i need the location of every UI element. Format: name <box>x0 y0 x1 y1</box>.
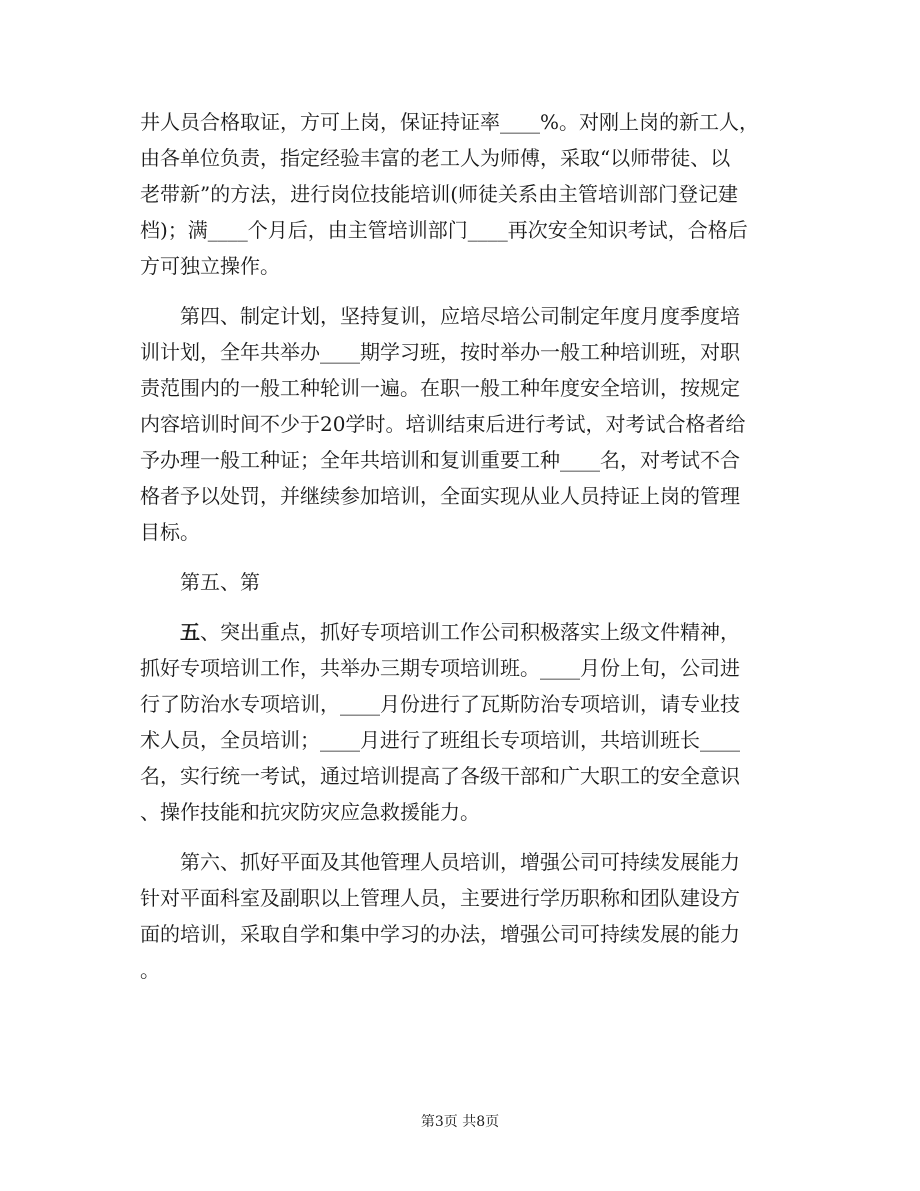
text-line: 第五、第 <box>140 570 260 594</box>
page-number-footer: 第3页 共8页 <box>420 1114 500 1130</box>
paragraph-section-five-heading <box>140 564 780 600</box>
text-line: 训计划，全年共举办____期学习班，按时举办一般工种培训班，对职 <box>140 340 740 364</box>
text-line <box>140 614 780 650</box>
text-line: 目标。 <box>140 520 200 544</box>
text-line: 责范围内的一般工种轮训一遍。在职一般工种年度安全培训，按规定 <box>140 376 740 400</box>
text-span: 、突出重点，抓好专项培训工作公司积极落实上级文件精神， <box>200 620 740 644</box>
text-line: 面的培训，采取自学和集中学习的办法，增强公司可持续发展的能力 <box>140 922 740 946</box>
document-body <box>140 104 780 988</box>
paragraph-section-four <box>140 298 780 550</box>
text-line: 术人员，全员培训；____月进行了班组长专项培训，共培训班长____ <box>140 728 740 752</box>
text-line: 。 <box>140 958 160 982</box>
text-line: 档)；满____个月后，由主管培训部门____再次安全知识考试，合格后 <box>140 218 748 242</box>
text-line: 抓好专项培训工作，共举办三期专项培训班。____月份上旬，公司进 <box>140 656 740 680</box>
text-line: 第四、制定计划，坚持复训，应培尽培公司制定年度月度季度培 <box>140 304 740 328</box>
text-line: 第六、抓好平面及其他管理人员培训，增强公司可持续发展能力 <box>140 850 740 874</box>
text-line: 、操作技能和抗灾防灾应急救援能力。 <box>140 800 480 824</box>
text-line: 格者予以处罚，并继续参加培训，全面实现从业人员持证上岗的管理 <box>140 484 740 508</box>
text-line: 方可独立操作。 <box>140 254 280 278</box>
section-number-bold: 五 <box>180 620 200 644</box>
paragraph-section-five <box>140 614 780 830</box>
text-line: 名，实行统一考试，通过培训提高了各级干部和广大职工的安全意识 <box>140 764 740 788</box>
paragraph-section-six <box>140 844 780 988</box>
text-line: 井人员合格取证，方可上岗，保证持证率____%。对刚上岗的新工人， <box>140 110 760 134</box>
paragraph-certification <box>140 104 780 284</box>
text-line: 由各单位负责，指定经验丰富的老工人为师傅，采取“以师带徒、以 <box>140 146 731 170</box>
text-line: 针对平面科室及副职以上管理人员，主要进行学历职称和团队建设方 <box>140 886 740 910</box>
text-line: 予办理一般工种证；全年共培训和复训重要工种____名，对考试不合 <box>140 448 740 472</box>
text-line: 老带新”的方法，进行岗位技能培训(师徒关系由主管培训部门登记建 <box>140 182 739 206</box>
text-line: 行了防治水专项培训，____月份进行了瓦斯防治专项培训，请专业技 <box>140 692 740 716</box>
text-line: 内容培训时间不少于20学时。培训结束后进行考试，对考试合格者给 <box>140 412 746 436</box>
